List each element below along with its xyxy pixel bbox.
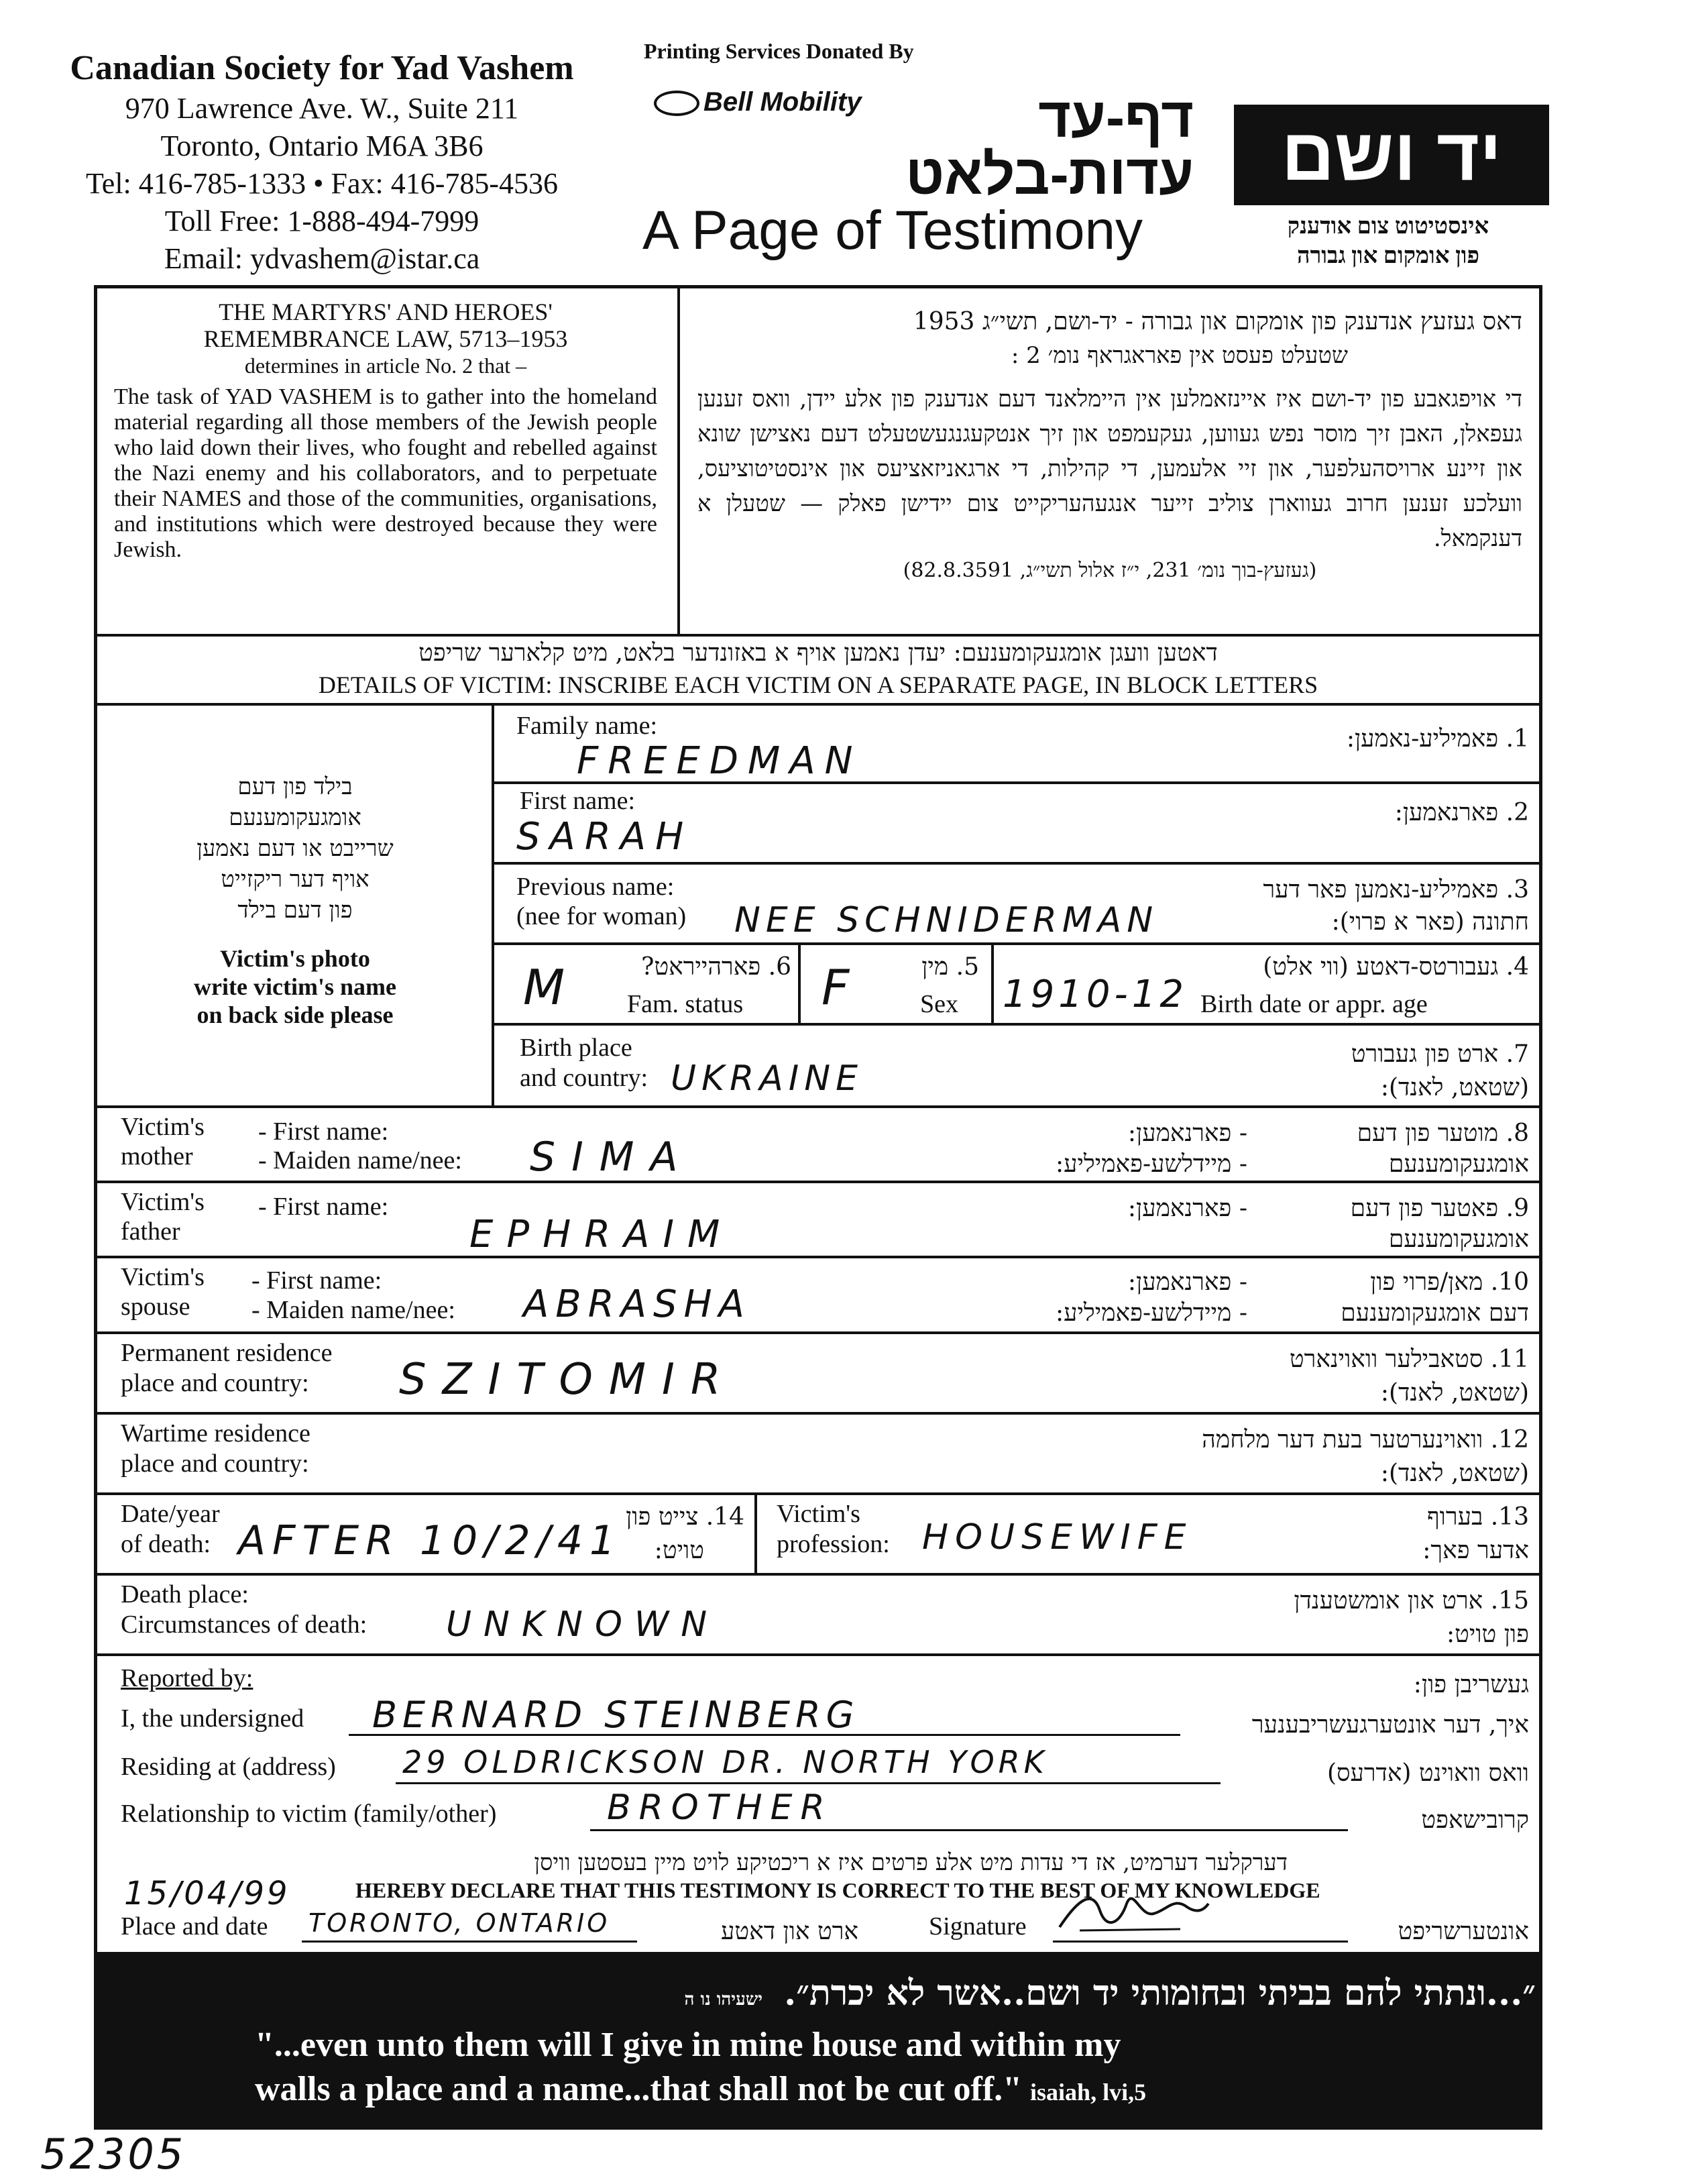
photo-heb-1: בילד פון דעם <box>237 773 353 800</box>
profession-label-2: profession: <box>777 1530 890 1558</box>
war-res-heb-1: 12. וואוינערטער בעת דער מלחמה <box>1202 1426 1529 1454</box>
father-heb-1: 9. פאטער פון דעם <box>1350 1195 1529 1222</box>
row1-line <box>492 781 1542 784</box>
relationship-label: Relationship to victim (family/other) <box>121 1800 497 1828</box>
father-label-2: father <box>121 1217 180 1246</box>
mother-label-2: mother <box>121 1142 193 1170</box>
previous-name-label-2: (nee for woman) <box>516 902 687 930</box>
photo-heb-3: שרייבט או דעם נאמען <box>196 835 394 862</box>
quote-banner <box>94 1955 1542 2130</box>
place-date-line <box>302 1941 637 1943</box>
banner-en-ref: isaiah, lvi,5 <box>1030 2079 1147 2106</box>
perm-res-value[interactable]: SZITOMIR <box>399 1355 737 1405</box>
residing-line <box>396 1782 1221 1784</box>
spouse-label-1: Victim's <box>121 1263 205 1291</box>
fam-status-heb: 6. פארהייראט? <box>641 953 791 981</box>
photo-en-2: write victim's name <box>194 973 396 1000</box>
photo-en-3: on back side please <box>196 1001 394 1028</box>
reporter-name-value[interactable]: BERNARD STEINBERG <box>372 1694 860 1736</box>
profession-label-1: Victim's <box>777 1500 860 1528</box>
death-place-heb-2: פון טויט: <box>1447 1621 1529 1648</box>
address-value[interactable]: 29 OLDRICKSON DR. NORTH YORK <box>402 1744 1048 1780</box>
sex-value[interactable]: F <box>822 959 859 1016</box>
photo-heb-5: פון דעם בילד <box>237 897 353 924</box>
family-name-label: Family name: <box>516 712 658 740</box>
banner-heb-text: ״...ונתתי להם בביתי ובחומותי יד ושם..אשר לא יכרת״. <box>784 1973 1536 2014</box>
spouse-heb-1: 10. מאן/פרוי פון <box>1370 1268 1529 1296</box>
row15-line <box>94 1653 1542 1656</box>
spouse-first-label: - First name: <box>251 1266 382 1295</box>
residing-label: Residing at (address) <box>121 1753 336 1781</box>
org-email: Email: ydvashem@istar.ca <box>164 242 480 275</box>
place-date-label: Place and date <box>121 1912 268 1941</box>
org-tollfree: Toll Free: 1-888-494-7999 <box>164 205 479 237</box>
sex-label: Sex <box>920 990 958 1018</box>
details-heb: דאטען וועגן אומגעקומענעם: יעדן נאמען אויף א באזונדער בלאט, מיט קלארער שריפט <box>418 639 1218 667</box>
row7-line <box>94 1105 1542 1108</box>
father-first-heb: - פארנאמען: <box>1127 1195 1247 1222</box>
residing-heb: וואס וואוינט (אדרעס) <box>1326 1759 1529 1787</box>
declare-en: HEREBY DECLARE THAT THIS TESTIMONY IS CORRECT TO THE BEST OF MY KNOWLEDGE <box>355 1878 1320 1902</box>
perm-res-label-1: Permanent residence <box>121 1339 333 1367</box>
law-heb-title-1: דאס געזעץ אנדענק פון אומקום און גבורה - יד-ושם, תשי״ג 1953 <box>913 308 1522 335</box>
relationship-line <box>590 1829 1348 1831</box>
banner-en-2-row <box>255 2069 1146 2109</box>
mother-maiden-label: - Maiden name/nee: <box>258 1146 462 1175</box>
heb-title-1: דף-עד <box>1038 86 1194 149</box>
profession-heb-2: אדער פאך: <box>1422 1537 1529 1564</box>
death-date-value[interactable]: AFTER 10/2/41 <box>238 1517 622 1564</box>
place-value[interactable]: TORONTO, ONTARIO <box>308 1908 610 1938</box>
sponsor-name: Bell Mobility <box>703 87 862 117</box>
father-first-label: - First name: <box>258 1193 389 1221</box>
details-bottom-line <box>94 703 1542 706</box>
previous-name-label-1: Previous name: <box>516 873 675 901</box>
place-date-heb: ארט און דאטע <box>721 1918 858 1945</box>
spouse-maiden-label: - Maiden name/nee: <box>251 1296 455 1324</box>
details-top-line <box>94 634 1542 637</box>
death-place-heb-1: 15. ארט און אומשטענדן <box>1294 1587 1529 1615</box>
death-date-heb-2: טויט: <box>654 1537 704 1564</box>
reported-by-title: Reported by: <box>121 1664 253 1692</box>
previous-name-heb-1: 3. פאמיליע-נאמען פאר דער <box>1263 876 1529 904</box>
sex-heb: 5. מין <box>921 953 979 981</box>
signature-heb: אונטערשריפט <box>1398 1918 1529 1945</box>
law-divider <box>677 285 680 634</box>
spouse-maiden-heb: - מיידלשע-פאמיליע: <box>1055 1299 1247 1327</box>
death-date-label-2: of death: <box>121 1530 211 1558</box>
birth-date-label: Birth date or appr. age <box>1200 990 1428 1018</box>
yad-vashem-logo: יד ושם <box>1234 105 1549 205</box>
signature-label: Signature <box>929 1912 1027 1941</box>
first-name-label: First name: <box>520 787 636 815</box>
mother-first-heb: - פארנאמען: <box>1127 1120 1247 1147</box>
banner-heb-quote <box>295 1973 1536 2014</box>
fam-status-value[interactable]: M <box>523 959 575 1016</box>
spouse-heb-2: דעם אומגעקומענעם <box>1341 1299 1529 1327</box>
sponsor-logo <box>654 87 862 117</box>
spouse-first-heb: - פארנאמען: <box>1127 1268 1247 1296</box>
death-place-label-2: Circumstances of death: <box>121 1610 367 1639</box>
fam-status-label: Fam. status <box>627 990 744 1018</box>
law-hebrew <box>697 305 1522 586</box>
first-name-heb: 2. פארנאמען: <box>1394 799 1529 826</box>
row13-line <box>94 1573 1542 1576</box>
birth-place-label-2: and country: <box>520 1064 648 1092</box>
date-value[interactable]: 15/04/99 <box>124 1875 290 1912</box>
details-en: DETAILS OF VICTIM: INSCRIBE EACH VICTIM ON A SEPARATE PAGE, IN BLOCK LETTERS <box>318 671 1318 698</box>
org-name: Canadian Society for Yad Vashem <box>70 49 574 87</box>
doc-number: 52305 <box>40 2130 186 2179</box>
photo-area <box>114 771 476 1029</box>
org-phones: Tel: 416-785-1333 • Fax: 416-785-4536 <box>85 167 559 200</box>
photo-heb-4: אויף דער ריקזייט <box>221 866 370 893</box>
family-name-heb: 1. פאמיליע-נאמען: <box>1346 725 1529 753</box>
birth-place-value[interactable]: UKRAINE <box>671 1058 863 1099</box>
row8-line <box>94 1181 1542 1183</box>
birth-date-value[interactable]: 1910-12 <box>1003 973 1188 1016</box>
death-place-label-1: Death place: <box>121 1580 249 1608</box>
mother-heb-2: אומגעקומענעם <box>1388 1150 1529 1178</box>
banner-en-2: walls a place and a name...that shall not be cut off." <box>255 2070 1023 2108</box>
previous-name-heb-2: חתונה (פאר א פרוי): <box>1331 908 1529 936</box>
printing-note: Printing Services Donated By <box>644 39 914 63</box>
war-res-label-2: place and country: <box>121 1450 309 1478</box>
org-address1: 970 Lawrence Ave. W., Suite 211 <box>125 92 519 125</box>
mother-heb-1: 8. מוטער פון דעם <box>1357 1120 1529 1147</box>
banner-heb-ref: ישעיהו נו ה <box>684 1989 763 2010</box>
photo-heb-2: אומגעקומענעם <box>229 804 361 831</box>
profession-value[interactable]: HOUSEWIFE <box>922 1517 1193 1558</box>
reported-by-heb: געשריבן פון: <box>1413 1671 1529 1698</box>
mother-value[interactable]: SIMA <box>530 1134 694 1181</box>
previous-name-value[interactable]: NEE SCHNIDERMAN <box>734 900 1159 940</box>
row2-line <box>492 862 1542 865</box>
birth-place-heb-1: 7. ארט פון געבורט <box>1351 1040 1529 1068</box>
row10-line <box>94 1331 1542 1334</box>
sex-divider <box>991 942 994 1023</box>
photo-en-1: Victim's photo <box>220 945 370 972</box>
banner-en-1: "...even unto them will I give in mine house and within my <box>255 2026 1121 2064</box>
law-heb-ref: (געזעץ-בוך נומ׳ 231, י״ז אלול תשי״ג, 82.8.3591) <box>903 559 1317 582</box>
org-block <box>27 47 617 278</box>
page-title: A Page of Testimony <box>642 200 1143 261</box>
mother-label-1: Victim's <box>121 1113 205 1141</box>
war-res-label-1: Wartime residence <box>121 1419 310 1448</box>
profession-heb-1: 13. בערוף <box>1427 1503 1529 1531</box>
law-heb-title-2: שטעלט פעסט אין פאראגראף נומ׳ 2 : <box>1011 342 1348 369</box>
relationship-heb: קרובישאפט <box>1421 1806 1529 1834</box>
law-heb-body: די אויפגאבע פון יד-ושם איז איינזאמלען אין היימלאנד דעם אנדענק פון אלע יידן, וואס זענען געפאלן, האבן זיך מוסר נפש געווען, געקעמפט און זיך אנטקעגנגעשטעלט דעם נאצישן שונא און זיינע ארויסהעלפער, און זיי אלעמען, די קהילות, די ארגאניזאציעס און אינסטיטוציעס, וועלכע זענען חרוב געווארן צוליב זייער אנגעהעריקייט צום יידישן פאלק — שטעלן א דענקמאל. <box>697 386 1522 552</box>
law-title-2: REMEMBRANCE LAW, 5713–1953 <box>203 325 568 352</box>
war-res-heb-2: (שטאט, לאנד): <box>1380 1460 1529 1487</box>
mother-maiden-heb: - מיידלשע-פאמיליע: <box>1055 1150 1247 1178</box>
father-heb-2: אומגעקומענעם <box>1388 1225 1529 1253</box>
undersigned-label: I, the undersigned <box>121 1704 304 1733</box>
row9-line <box>94 1256 1542 1258</box>
relationship-value[interactable]: BROTHER <box>607 1788 833 1828</box>
spouse-label-2: spouse <box>121 1293 190 1321</box>
first-name-value[interactable]: SARAH <box>516 815 693 859</box>
father-label-1: Victim's <box>121 1188 205 1216</box>
death-date-heb-1: 14. צייט פון <box>626 1503 744 1531</box>
law-english <box>114 298 657 563</box>
perm-res-heb-2: (שטאט, לאנד): <box>1380 1379 1529 1407</box>
family-name-value[interactable]: FREEDMAN <box>577 739 862 783</box>
perm-res-label-2: place and country: <box>121 1369 309 1397</box>
law-title-3: determines in article No. 2 that – <box>244 353 527 378</box>
status-divider <box>798 942 801 1023</box>
father-value[interactable]: EPHRAIM <box>469 1213 734 1256</box>
yv-sub-2: פון אומקום און גבורה <box>1297 243 1479 268</box>
law-title-1: THE MARTYRS' AND HEROES' <box>219 298 553 325</box>
birth-place-label-1: Birth place <box>520 1034 632 1062</box>
death-place-value[interactable]: UNKNOWN <box>446 1604 720 1645</box>
birth-place-heb-2: (שטאט, לאנד): <box>1380 1074 1529 1101</box>
death-date-divider <box>754 1492 757 1573</box>
org-address2: Toronto, Ontario M6A 3B6 <box>160 129 484 162</box>
death-date-label-1: Date/year <box>121 1500 220 1528</box>
law-body: The task of YAD VASHEM is to gather into the homeland material regarding all those members of the Jewish people who laid down their lives, who fought and rebelled against the Nazi enemy and his collaborators, and to perpetuate their NAMES and those of the communities, organisations, and institutions which were destroyed because they were Jewish. <box>114 384 657 562</box>
row12-line <box>94 1492 1542 1495</box>
declare-heb: דערקלער דערמיט, אז די עדות מיט אלע פרטים איז א ריכטיקע לויט מיין בעסטען וויסן <box>534 1849 1288 1876</box>
photo-divider <box>492 703 494 1105</box>
spouse-value[interactable]: ABRASHA <box>523 1282 751 1326</box>
birth-date-heb: 4. געבורטס-דאטע (ווי אלט) <box>1263 953 1529 981</box>
yv-sub-1: אינסטיטוט צום אודענק <box>1287 214 1489 239</box>
mother-first-label: - First name: <box>258 1117 389 1146</box>
undersigned-heb: איך, דער אונטערגעשריבענער <box>1251 1711 1529 1739</box>
row4-line <box>492 1023 1542 1026</box>
signature-line <box>1053 1941 1348 1943</box>
row11-line <box>94 1412 1542 1415</box>
signature-scribble <box>1053 1883 1214 1937</box>
sponsor-icon <box>654 91 699 116</box>
perm-res-heb-1: 11. סטאבילער וואוינארט <box>1289 1346 1529 1373</box>
row3-line <box>492 942 1542 945</box>
signature-mark <box>1053 1883 1214 1937</box>
heb-title-2: עדות-בלאט <box>905 143 1194 206</box>
